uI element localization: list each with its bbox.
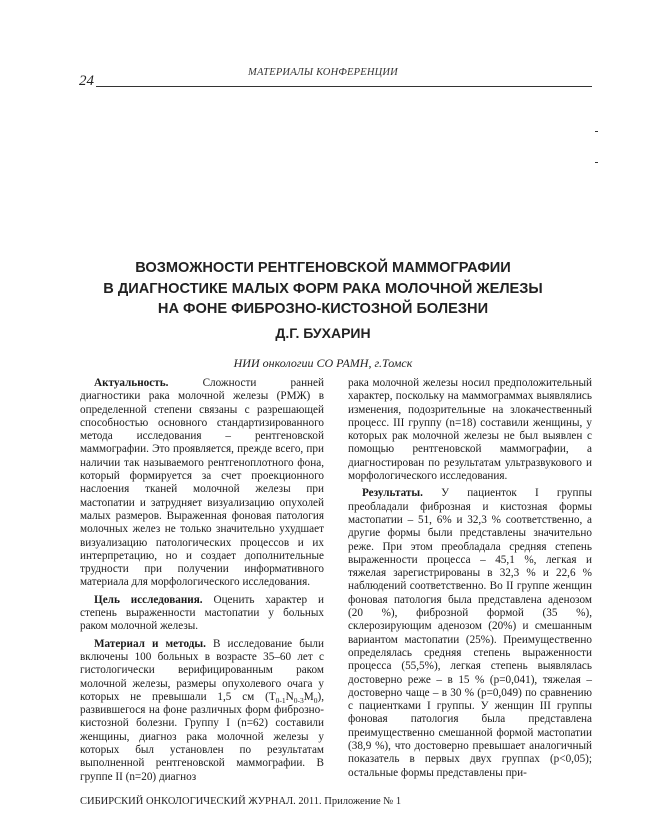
section-lead: Результаты. <box>362 487 423 500</box>
paragraph-text: рака молочной железы носил предположительный характер, поскольку на маммограммах выявлялись изменения, подозрительные на злокачественный процесс. III группу (n=18) составили женщины, у которых рак молочной железы не был выявлен с помощью рентгеновской маммографии, а диагностирован по результатам ультразвукового и морфологического исследования. <box>348 377 592 483</box>
paragraph-aim <box>80 594 324 634</box>
paragraph-results <box>348 487 592 780</box>
paragraph-text: У пациенток I группы преобладали фиброзная и кистозная формы мастопатии – 51, 6% и 32,3 % соответственно, а другие формы были представлены значительно реже. При этом преобладала средняя степень выраженности процесса – 45,1 %, легкая и тяжелая зарегистрированы в 32,3 % и 22,6 % наблюдений соответственно. Во II группе женщин фоновая патология была представлена аденозом (20 %), фиброзной формой (35 %), склерозирующим аденозом (20%) и смешанным вариантом мастопатии (25%). Преимущественно определялась средняя степень выраженности процесса (55,5%), легкая степень выявлялась достоверно реже – в 15 % (p=0,041), тяжелая – достоверно чаще – в 30 % (p=0,049) по сравнению с пациентками I группы. У женщин III группы фоновая патология была представлена преимущественно смешанной формой мастопатии (38,9 %), что достоверно превышает аналогичный показатель в первых двух группах (p<0,05); остальные формы представлены при- <box>348 487 592 779</box>
section-lead: Цель исследования. <box>94 593 203 606</box>
footer-journal: СИБИРСКИЙ ОНКОЛОГИЧЕСКИЙ ЖУРНАЛ. 2011. Приложение № 1 <box>80 796 402 807</box>
page-number: 24 <box>79 73 94 89</box>
section-lead: Актуальность. <box>94 377 169 389</box>
section-lead: Материал и методы. <box>94 637 206 650</box>
affiliation: НИИ онкологии СО РАМН, г.Томск <box>233 356 413 370</box>
paragraph-text: Оценить характер и степень выраженности мастопатии у больных раком молочной железы. <box>80 593 324 633</box>
title-line: В ДИАГНОСТИКЕ МАЛЫХ ФОРМ РАКА МОЛОЧНОЙ ЖЕЛЕЗЫ <box>103 280 543 297</box>
title-line: ВОЗМОЖНОСТИ РЕНТГЕНОВСКОЙ МАММОГРАФИИ <box>135 260 511 276</box>
right-column <box>348 377 592 784</box>
margin-mark <box>595 131 598 132</box>
title-line: НА ФОНЕ ФИБРОЗНО-КИСТОЗНОЙ БОЛЕЗНИ <box>157 301 489 317</box>
header-rule <box>96 86 592 87</box>
tnm-letter: N <box>285 690 294 703</box>
subscript: 0-1 <box>275 695 286 705</box>
paragraph-text: Сложности ранней диагностики рака молочной железы (РМЖ) в определенной степени связаны с разрешающей способностью основного стандартизированного метода исследования – рентгеновской маммографии. Это проявляется, прежде всего, при наличии так называемого рентгеноплотного фона, который формируется за счет проекционного наслоения тканей молочной железы при мастопатии и затрудняет визуализацию опухолей малых размеров. Выраженная фоновая патология молочных желез не только значительно ухудшает визуализацию патологических процессов и их интерпретацию, но и создает дополнительные трудности при получении информативного материала для морфологического исследования. <box>80 377 324 589</box>
paragraph-continued <box>348 377 592 483</box>
left-column <box>80 377 324 788</box>
running-header: МАТЕРИАЛЫ КОНФЕРЕНЦИИ <box>248 67 398 78</box>
article-title <box>80 258 566 320</box>
tnm-letter: M <box>303 690 314 703</box>
author: Д.Г. БУХАРИН <box>275 325 371 341</box>
paragraph-relevance <box>80 377 324 590</box>
paragraph-text: В исследование были включены 100 больных в возрасте 35–60 лет с гистологически верифицированным раком молочной железы, размеры опухолевого очага у которых не превышали 1,5 см (T <box>80 637 324 703</box>
margin-mark <box>595 162 598 163</box>
subscript: 0-3 <box>293 695 304 705</box>
subscript: 0 <box>313 695 318 705</box>
paragraph-methods <box>80 638 324 784</box>
paragraph-text: ), развившегося на фоне различных форм фиброзно-кистозной болезни. Группу I (n=62) составили женщины, диагноз рака молочной железы у которых был установлен по результатам выполненной рентгеновской маммографии. В группе II (n=20) диагноз <box>80 690 324 783</box>
